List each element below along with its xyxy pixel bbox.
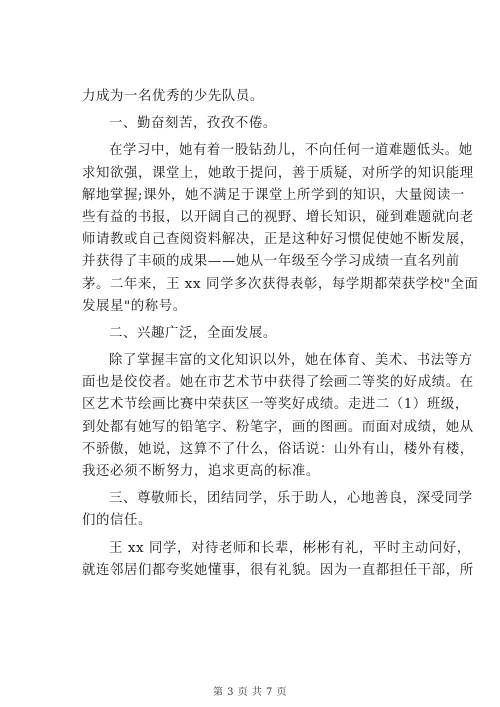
section-heading: 一、勤奋刻苦，孜孜不倦。 — [109, 116, 277, 132]
text-line: 面也是佼佼者。她在市艺术节中获得了绘画二等奖的好成绩。在 — [82, 375, 474, 391]
document-body — [82, 86, 479, 582]
text-line: 就连邻居们都夸奖她懂事，很有礼貌。因为一直都担任干部，所 — [82, 562, 474, 578]
section-heading: 三、尊敬师长，团结同学，乐于助人，心地善良，深受同学 — [109, 491, 473, 507]
text-line: 不骄傲，她说，这算不了什么，俗话说：山外有山，楼外有楼， — [82, 441, 474, 457]
text-line: 茅。二年来，王 xx 同学多次获得表彰，每学期都荣获学校"全面 — [82, 276, 479, 292]
text-line: 在学习中，她有着一股钻劲儿，不向任何一道难题低头。她 — [109, 143, 473, 159]
text-line: 我还必须不断努力，追求更高的标准。 — [82, 464, 320, 479]
text-line: 们的信任。 — [82, 513, 152, 529]
text-line: 并获得了丰硕的成果——她从一年级至今学习成绩一直名列前 — [82, 254, 460, 270]
text-line: 发展星"的称号。 — [82, 298, 187, 314]
text-line: 些有益的书报，以开阔自己的视野、增长知识，碰到难题就向老 — [82, 209, 474, 225]
text-line: 师请教或自己查阅资料解决，正是这种好习惯促使她不断发展， — [82, 232, 474, 248]
text-line: 到处都有她写的铅笔字、粉笔字，画的图画。而面对成绩，她从 — [82, 419, 474, 435]
text-line: 区艺术节绘画比赛中荣获区一等奖好成绩。走进二（1）班级， — [82, 397, 469, 413]
text-line: 求知欲强，课堂上，她敢于提问，善于质疑，对所学的知识能理 — [82, 165, 474, 181]
text-line: 王 xx 同学，对待老师和长辈，彬彬有礼，平时主动问好， — [109, 540, 471, 556]
section-heading: 二、兴趣广泛，全面发展。 — [109, 325, 277, 341]
text-line: 除了掌握丰富的文化知识以外，她在体育、美术、书法等方 — [109, 353, 473, 369]
text-line: 力成为一名优秀的少先队员。 — [82, 89, 264, 104]
text-line: 解地掌握;课外，她不满足于课堂上所学到的知识，大量阅读一 — [82, 187, 465, 203]
page-number-footer: 第 3 页 共 7 页 — [212, 687, 288, 698]
